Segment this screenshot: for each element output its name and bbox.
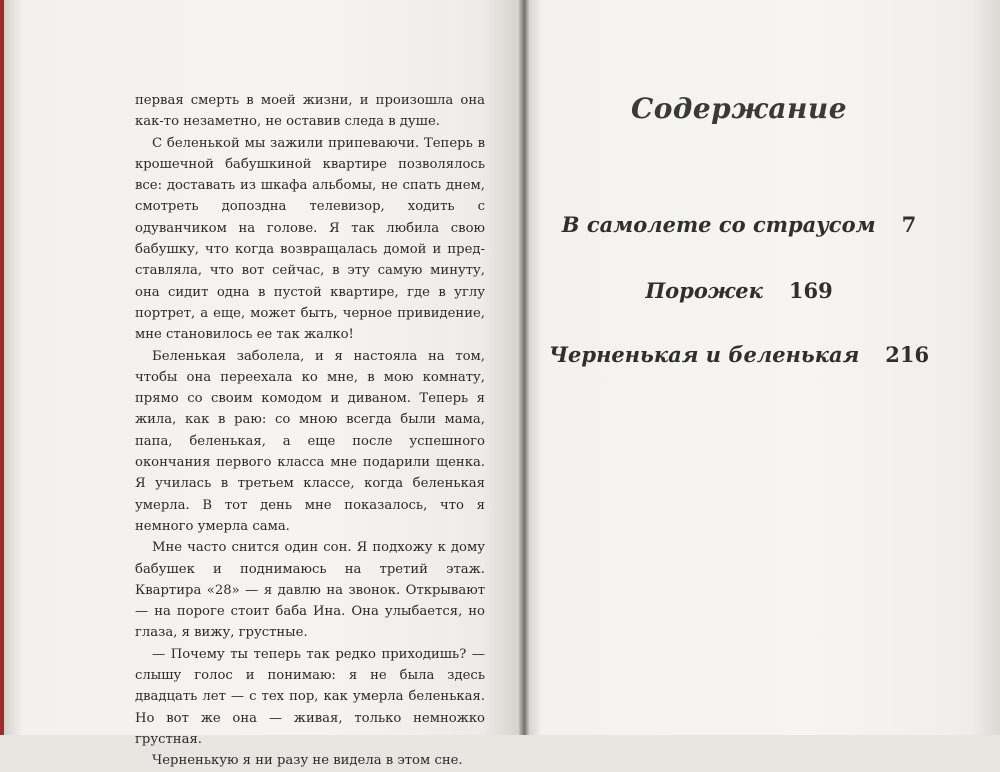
toc-entry-page: 216 [885,342,930,367]
paragraph: первая смерть в моей жизни, и произошла она как-то незаметно, не оставив следа в душе. [135,93,485,130]
toc-entry [524,212,954,237]
toc-entry [524,342,954,367]
paragraph: Мне часто снится один сон. Я подхожу к дому бабушек и поднимаюсь на третий этаж. Квартира «28» — я давлю на звонок. Открывают — на пороге стоит баба Ина. Она улыбается, но глаза, я вижу, грустные. [135,540,485,641]
paragraph: — Почему ты теперь так редко приходишь? — слышу голос и понимаю: я не была здесь двадцать лет — с тех пор, как умерла беленькая. Но вот же она — живая, только немножко грустная. [135,646,485,747]
toc-entry [524,278,954,303]
toc-entry-title: В самолете со страусом [561,212,876,237]
toc-entry-page: 169 [788,278,833,303]
paragraph: Беленькая заболела, и я настояла на том, чтобы она переехала ко мне, в мою комнату, прямо со своим комодом и диваном. Теперь я жила, как в раю: со мною всегда были мама, папа, беленькая, а еще после успешного окончания первого класса мне подарили щенка. Я училась в третьем классе, когда беленькая умерла. В тот день мне показалось, что я немного умерла сама. [135,348,485,534]
toc-entry-title: Черненькая и беленькая [548,342,860,367]
toc-title: Содержание [630,92,848,125]
paragraph: С беленькой мы зажили припеваючи. Теперь в крошечной бабушкиной квартире позволялось все: доставать из шкафа альбомы, не спать днем, смотреть допоздна телевизор, ходить с одуванчиком на голове. Я так любила свою бабушку, что когда возвращалась домой и представляла, что вот сейчас, в эту самую минуту, она сидит одна в пустой квартире, где в углу портрет, а еще, может быть, черное привидение, мне становилось ее так жалко! [135,135,485,343]
body-text [135,90,485,772]
book-edge [0,0,4,735]
toc-entry-page: 7 [901,212,917,237]
paragraph: Черненькую я ни разу не видела в этом сне. [152,753,463,769]
toc-entry-title: Порожек [645,278,763,303]
